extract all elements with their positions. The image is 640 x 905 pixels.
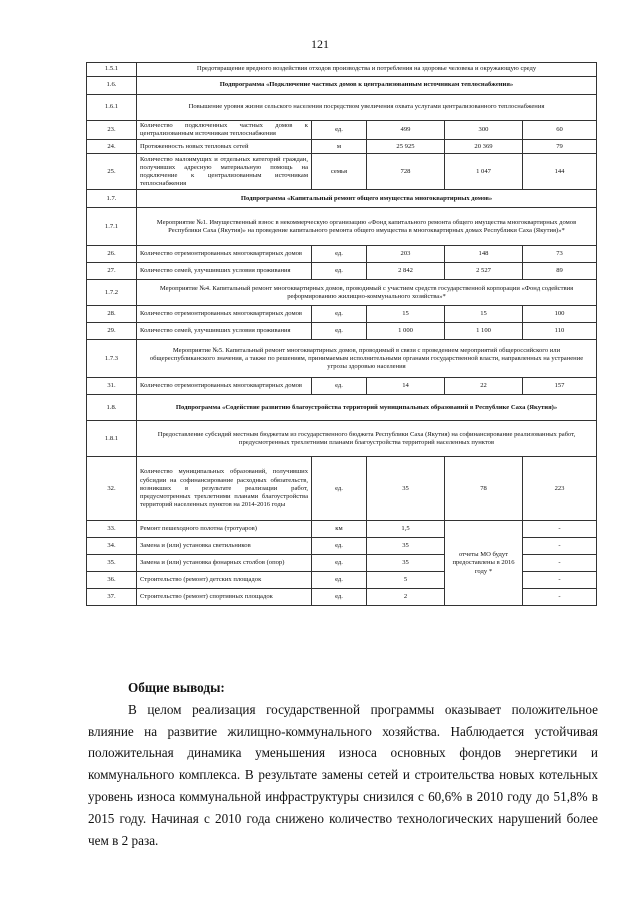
plan-value: 5 xyxy=(367,572,445,589)
fact-value: 148 xyxy=(445,246,523,263)
subprogram-heading: Подпрограмма «Капитальный ремонт общего имущества многоквартирных домов» xyxy=(137,190,597,208)
indicator-name: Количество семей, улучшивших условия проживания xyxy=(137,263,312,280)
measure-description: Мероприятие №1. Имущественный взнос в некоммерческую организацию «Фонд капитального ремонта общего имущества многоквартирных домов Республики Саха (Якутия)» на проведение капитального ремонта общего имущества в многоквартирных домах Республики Саха (Якутия)»* xyxy=(137,208,597,246)
percent-value: 110 xyxy=(523,323,597,340)
fact-value: 15 xyxy=(445,306,523,323)
row-number: 31. xyxy=(87,378,137,395)
percent-value: 73 xyxy=(523,246,597,263)
row-number: 1.6.1 xyxy=(87,95,137,121)
table-row xyxy=(87,77,597,95)
row-number: 1.8.1 xyxy=(87,421,137,457)
fact-value: 300 xyxy=(445,121,523,140)
indicator-name: Строительство (ремонт) детских площадок xyxy=(137,572,312,589)
table-row xyxy=(87,246,597,263)
indicators-table xyxy=(86,62,597,606)
indicator-name: Количество отремонтированных многоквартирных домов xyxy=(137,306,312,323)
row-number: 1.7.3 xyxy=(87,340,137,378)
conclusion-section xyxy=(88,677,598,851)
unit-cell: ед. xyxy=(312,263,367,280)
row-number: 27. xyxy=(87,263,137,280)
row-number: 1.5.1 xyxy=(87,63,137,77)
indicator-name: Количество отремонтированных многоквартирных домов xyxy=(137,246,312,263)
percent-value: - xyxy=(523,521,597,538)
table-row xyxy=(87,63,597,77)
row-number: 34. xyxy=(87,538,137,555)
percent-value: 157 xyxy=(523,378,597,395)
unit-cell: ед. xyxy=(312,538,367,555)
table-row xyxy=(87,95,597,121)
plan-value: 499 xyxy=(367,121,445,140)
unit-cell: ед. xyxy=(312,589,367,606)
indicator-name: Количество малоимущих и отдельных категорий граждан, получивших адресную материальную помощь на подключение к централизованным источникам теплоснабжения xyxy=(137,154,312,190)
table-row xyxy=(87,263,597,280)
measure-description: Предотвращение вредного воздействия отходов производства и потребления на здоровье человека и окружающую среду xyxy=(137,63,597,77)
measure-description: Мероприятие №5. Капитальный ремонт многоквартирных домов, проводимый в связи с проведением мероприятий общероссийского или общереспубликанского значения, а также по решениям, принимаемым исполнительными органами государственной власти, направленных на устранение угрозы здоровью населения xyxy=(137,340,597,378)
row-number: 29. xyxy=(87,323,137,340)
percent-value: - xyxy=(523,538,597,555)
fact-value: 2 527 xyxy=(445,263,523,280)
percent-value: - xyxy=(523,572,597,589)
table-row xyxy=(87,306,597,323)
row-number: 33. xyxy=(87,521,137,538)
subprogram-heading: Подпрограмма «Содействие развитию благоустройства территорий муниципальных образований в Республике Саха (Якутия)» xyxy=(137,395,597,421)
row-number: 28. xyxy=(87,306,137,323)
row-number: 26. xyxy=(87,246,137,263)
percent-value: 100 xyxy=(523,306,597,323)
indicator-name: Количество муниципальных образований, получивших субсидии на софинансирование расходных обязательств, возникших в результате реализации работ, предусмотренных трехлетними планами благоустройства территорий населенных пунктов на 2014-2016 годы xyxy=(137,457,312,521)
percent-value: 223 xyxy=(523,457,597,521)
subprogram-heading: Подпрограмма «Подключение частных домов к централизованным источникам теплоснабжения» xyxy=(137,77,597,95)
row-number: 1.8. xyxy=(87,395,137,421)
table-row xyxy=(87,340,597,378)
plan-value: 35 xyxy=(367,555,445,572)
plan-value: 25 925 xyxy=(367,140,445,154)
plan-value: 1,5 xyxy=(367,521,445,538)
percent-value: 89 xyxy=(523,263,597,280)
row-number: 23. xyxy=(87,121,137,140)
table-row xyxy=(87,140,597,154)
table-row xyxy=(87,280,597,306)
indicator-name: Строительство (ремонт) спортивных площадок xyxy=(137,589,312,606)
percent-value: - xyxy=(523,555,597,572)
page-number: 121 xyxy=(311,37,329,51)
plan-value: 35 xyxy=(367,538,445,555)
table-row xyxy=(87,521,597,538)
indicator-name: Количество отремонтированных многоквартирных домов xyxy=(137,378,312,395)
fact-value: 78 xyxy=(445,457,523,521)
unit-cell: км xyxy=(312,521,367,538)
fact-value: 20 369 xyxy=(445,140,523,154)
percent-value: - xyxy=(523,589,597,606)
row-number: 25. xyxy=(87,154,137,190)
percent-value: 144 xyxy=(523,154,597,190)
plan-value: 14 xyxy=(367,378,445,395)
row-number: 37. xyxy=(87,589,137,606)
row-number: 35. xyxy=(87,555,137,572)
unit-cell: м xyxy=(312,140,367,154)
measure-description: Мероприятие №4. Капитальный ремонт многоквартирных домов, проводимый с участием средств государственной корпорации «Фонд содействия реформированию жилищно-коммунального хозяйства»* xyxy=(137,280,597,306)
plan-value: 203 xyxy=(367,246,445,263)
table-row xyxy=(87,421,597,457)
row-number: 24. xyxy=(87,140,137,154)
table-row xyxy=(87,378,597,395)
unit-cell: ед. xyxy=(312,121,367,140)
fact-value: 1 100 xyxy=(445,323,523,340)
row-number: 1.7.2 xyxy=(87,280,137,306)
indicator-name: Ремонт пешеходного полотна (тротуаров) xyxy=(137,521,312,538)
plan-value: 2 842 xyxy=(367,263,445,280)
row-number: 1.6. xyxy=(87,77,137,95)
percent-value: 79 xyxy=(523,140,597,154)
unit-cell: ед. xyxy=(312,378,367,395)
unit-cell: ед. xyxy=(312,246,367,263)
table-row xyxy=(87,154,597,190)
indicator-name: Замена и (или) установка фонарных столбов (опор) xyxy=(137,555,312,572)
table-row xyxy=(87,457,597,521)
table-row xyxy=(87,121,597,140)
unit-cell: семья xyxy=(312,154,367,190)
percent-value: 60 xyxy=(523,121,597,140)
plan-value: 15 xyxy=(367,306,445,323)
measure-description: Предоставление субсидий местным бюджетам из государственного бюджета Республики Саха (Якутия) на софинансирование реализованных работ, предусмотренных трехлетними планами благоустройства территорий населенных пунктов xyxy=(137,421,597,457)
measure-description: Повышение уровня жизни сельского населения посредством увеличения охвата услугами централизованного теплоснабжения xyxy=(137,95,597,121)
table-row xyxy=(87,395,597,421)
plan-value: 2 xyxy=(367,589,445,606)
indicator-name: Протяженность новых тепловых сетей xyxy=(137,140,312,154)
table-row xyxy=(87,323,597,340)
report-note: отчеты МО будут предоставлены в 2016 году * xyxy=(445,521,523,606)
plan-value: 35 xyxy=(367,457,445,521)
unit-cell: ед. xyxy=(312,323,367,340)
plan-value: 1 000 xyxy=(367,323,445,340)
conclusion-text: В целом реализация государственной программы оказывает положительное влияние на развитие жилищно-коммунального хозяйства. Наблюдается устойчивая положительная динамика уменьшения износа основных фондов энергетики и коммунального комплекса. В результате замены сетей и строительства новых котельных уровень износа коммунальной инфраструктуры снизился с 60,6% в 2010 году до 51,8% в 2015 году. Начиная с 2010 года снижено количество технологических нарушений более чем в 2 раза. xyxy=(88,701,598,848)
row-number: 36. xyxy=(87,572,137,589)
conclusion-title: Общие выводы: xyxy=(128,680,225,695)
unit-cell: ед. xyxy=(312,457,367,521)
row-number: 1.7. xyxy=(87,190,137,208)
unit-cell: ед. xyxy=(312,572,367,589)
table-row xyxy=(87,208,597,246)
unit-cell: ед. xyxy=(312,306,367,323)
indicator-name: Замена и (или) установка светильников xyxy=(137,538,312,555)
row-number: 32. xyxy=(87,457,137,521)
indicator-name: Количество семей, улучшивших условия проживания xyxy=(137,323,312,340)
indicator-name: Количество подключенных частных домов к централизованным источникам теплоснабжения xyxy=(137,121,312,140)
row-number: 1.7.1 xyxy=(87,208,137,246)
table-row xyxy=(87,190,597,208)
fact-value: 1 047 xyxy=(445,154,523,190)
fact-value: 22 xyxy=(445,378,523,395)
plan-value: 728 xyxy=(367,154,445,190)
unit-cell: ед. xyxy=(312,555,367,572)
